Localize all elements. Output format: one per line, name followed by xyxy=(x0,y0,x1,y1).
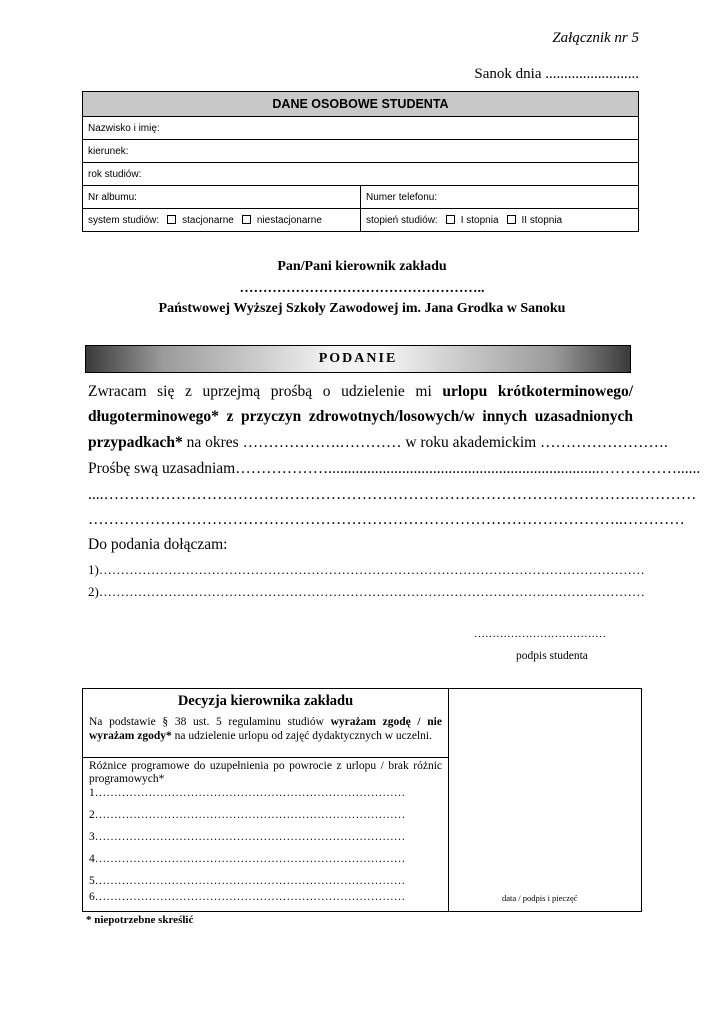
full-time-label: stacjonarne xyxy=(182,214,234,226)
student-signature-label: podpis studenta xyxy=(516,650,588,662)
decision-column-divider xyxy=(448,689,449,911)
difference-item-6[interactable]: 6……………………………………………………………………… xyxy=(89,891,406,903)
addressee-institution: Państwowej Wyższej Szkoły Zawodowej im. Jana Grodka w Sanoku xyxy=(158,301,566,316)
year-of-study-field[interactable]: rok studiów: xyxy=(83,163,639,186)
attachment-number: Załącznik nr 5 xyxy=(552,30,639,46)
footnote: * niepotrzebne skreślić xyxy=(86,914,194,926)
decision-divider xyxy=(83,757,448,758)
study-system-label: system studiów: xyxy=(88,214,160,226)
name-field[interactable]: Nazwisko i imię: xyxy=(83,117,639,140)
justification-line[interactable]: Prośbę swą uzasadniam………………......................................................................……………...... xyxy=(88,460,701,477)
checkbox-part-time[interactable] xyxy=(242,215,251,224)
decision-title: Decyzja kierownika zakładu xyxy=(177,693,354,709)
second-degree-label: II stopnia xyxy=(521,214,563,226)
difference-item-4[interactable]: 4……………………………………………………………………… xyxy=(89,853,406,865)
student-signature-line[interactable]: ……………………………… xyxy=(474,628,606,640)
decision-box xyxy=(82,688,642,912)
personal-data-title: DANE OSOBOWE STUDENTA xyxy=(83,92,639,117)
study-system-field xyxy=(83,209,361,232)
program-differences-text: Różnice programowe do uzupełnienia po powrocie z urlopu / brak różnic programowych* xyxy=(89,760,442,785)
difference-item-1[interactable]: 1……………………………………………………………………… xyxy=(89,787,406,799)
justification-dots-2[interactable]: …………………………………………………………………………………………..………… xyxy=(88,511,685,528)
checkbox-first-degree[interactable] xyxy=(446,215,455,224)
attachments-label: Do podania dołączam: xyxy=(88,536,228,553)
attachment-item-2[interactable]: 2)……………………………………………………………………………………………………………… xyxy=(88,584,645,599)
checkbox-second-degree[interactable] xyxy=(507,215,516,224)
date-signature-stamp-label: data / podpis i pieczęć xyxy=(502,893,578,903)
field-of-study-field[interactable]: kierunek: xyxy=(83,140,639,163)
study-level-field xyxy=(361,209,639,232)
addressee-dots: …………………………………………….. xyxy=(239,281,485,296)
album-number-field[interactable]: Nr albumu: xyxy=(83,186,361,209)
difference-item-3[interactable]: 3……………………………………………………………………… xyxy=(89,831,406,843)
personal-data-table xyxy=(82,91,639,232)
request-title-bar xyxy=(85,345,631,373)
request-title: PODANIE xyxy=(318,351,398,366)
difference-item-5[interactable]: 5……………………………………………………………………… xyxy=(89,875,406,887)
request-line-3: przypadkach* na okres ……………….………… w roku akademickim ……………………. xyxy=(88,434,668,451)
attachment-item-1[interactable]: 1)……………………………………………………………………………………………………………… xyxy=(88,562,645,577)
part-time-label: niestacjonarne xyxy=(256,214,322,226)
place-date: Sanok dnia ......................... xyxy=(474,66,639,82)
request-line-2: długoterminowego* z przyczyn zdrowotnych/losowych/w innych uzasadnionych xyxy=(88,408,633,425)
phone-number-field[interactable]: Numer telefonu: xyxy=(361,186,639,209)
difference-item-2[interactable]: 2……………………………………………………………………… xyxy=(89,809,406,821)
first-degree-label: I stopnia xyxy=(460,214,499,226)
addressee-title: Pan/Pani kierownik zakładu xyxy=(277,259,447,274)
request-line-1: Zwracam się z uprzejmą prośbą o udzielenie mi urlopu krótkoterminowego/ xyxy=(88,383,633,400)
justification-dots-1[interactable]: ....………………………………………………………………………………………….………… xyxy=(88,486,697,503)
decision-text: Na podstawie § 38 ust. 5 regulaminu studiów wyrażam zgodę / nie wyrażam zgody* na udzielenie urlopu od zajęć dydaktycznych w uczelni. xyxy=(89,716,442,742)
study-level-label: stopień studiów: xyxy=(366,214,438,226)
checkbox-full-time[interactable] xyxy=(167,215,176,224)
